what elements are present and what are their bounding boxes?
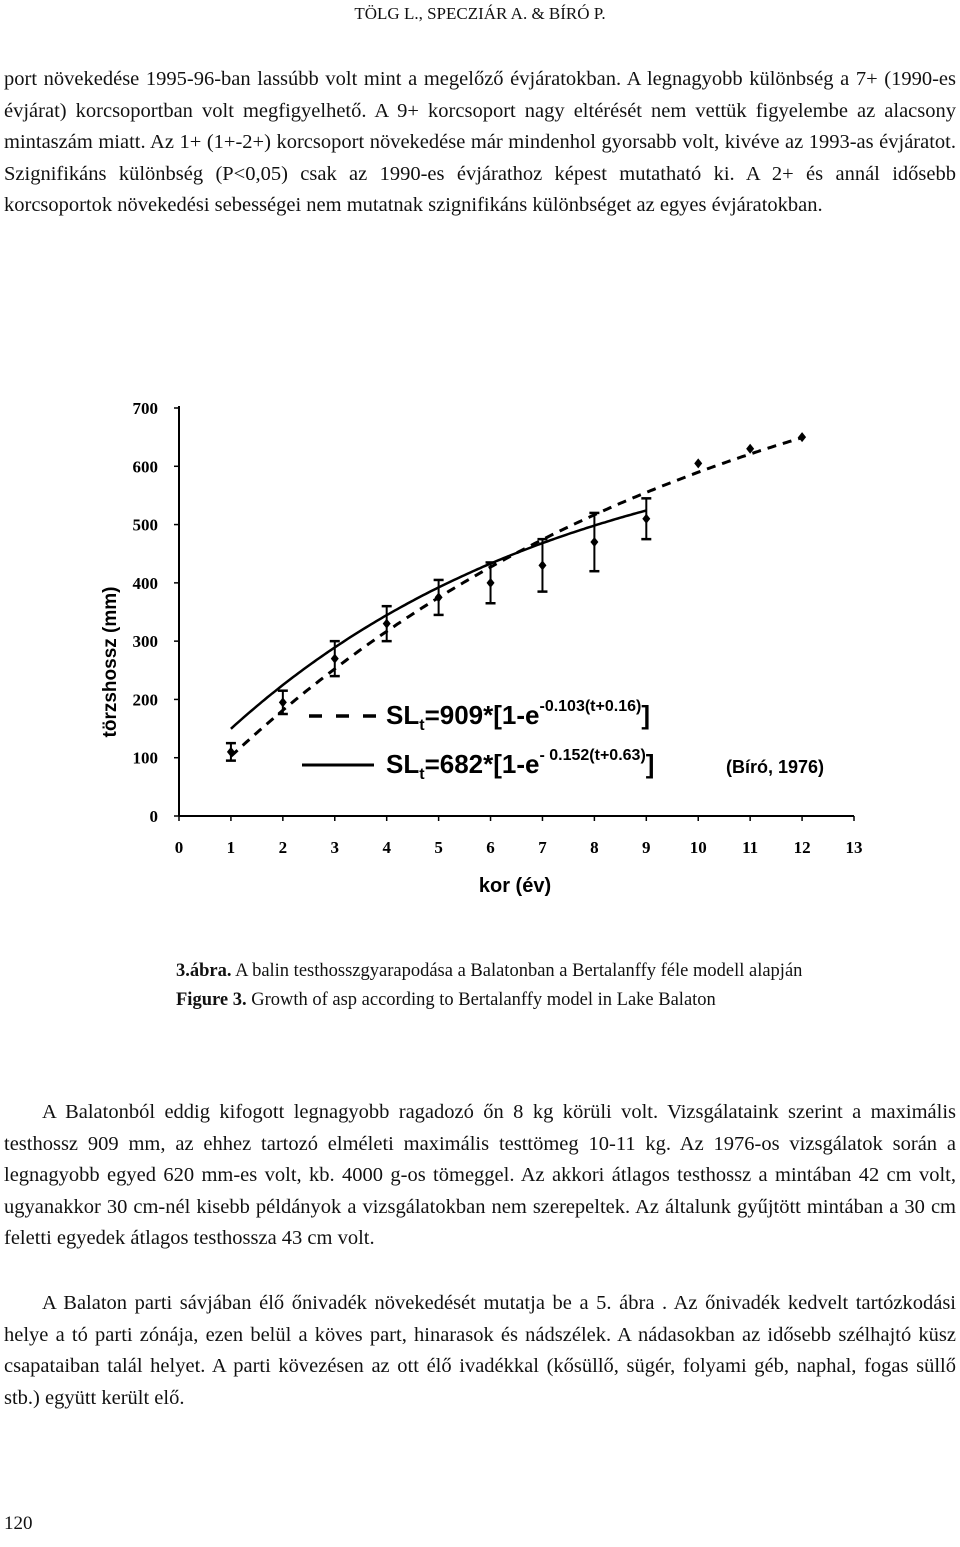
data-point [331, 654, 339, 664]
legend-subscript: t [419, 766, 425, 783]
caption-en-text: Growth of asp according to Bertalanffy model in Lake Balaton [246, 990, 716, 1010]
x-tick-label: 1 [226, 838, 236, 857]
y-tick-label: 300 [132, 632, 158, 652]
x-tick-label: 0 [174, 838, 184, 857]
caption-en-label: Figure 3. [176, 990, 247, 1010]
chart-svg [88, 392, 878, 912]
y-tick-labels [133, 399, 159, 826]
caption-english [176, 986, 802, 1015]
x-tick-label: 7 [538, 838, 547, 857]
data-point [798, 432, 806, 442]
x-tick-label: 13 [845, 838, 863, 857]
y-tick-label: 600 [132, 457, 158, 477]
y-tick-label: 700 [132, 399, 158, 418]
y-tick-label: 500 [132, 515, 158, 535]
x-tick-label: 4 [382, 838, 391, 857]
x-axis-label: kor (év) [478, 875, 552, 897]
x-tick-label: 12 [793, 838, 811, 857]
growth-chart [88, 392, 878, 912]
y-tick-label: 0 [149, 807, 158, 826]
y-tick-label: 100 [132, 748, 158, 768]
caption-hu-label: 3.ábra. [176, 961, 232, 981]
data-point [383, 619, 391, 629]
x-tick-label: 8 [590, 838, 599, 857]
figure-caption [176, 957, 802, 1015]
y-axis-label: törzshossz (mm) [100, 586, 121, 738]
x-tick-label: 3 [330, 838, 340, 857]
chart-legend [302, 698, 824, 783]
paragraph-3: A Balaton parti sávjában élő őnivadék növekedését mutatja be a 5. ábra . Az őnivadék kedvelt tartózkodási helye a tó parti zónája, ezen belül a köves part, hinarasok és nádszélek. A nádasokban az idősebb szélhajtó küsz csapataiban talál helyet. A parti kövezésen az ott élő ivadékkal (kősüllő, sügér, folyami géb, naphal, fogas süllő stb.) együtt került elő. [4, 1292, 956, 1409]
data-point [642, 514, 650, 524]
paragraph-1: port növekedése 1995-96-ban lassúbb volt mint a megelőző évjáratokban. A legnagyobb különbség a 7+ (1990-es évjárat) korcsoportban volt megfigyelhető. A 9+ korcsoport nagy eltérését nem vettük figyelembe az alacsony mintaszám miatt. Az 1+ (1+-2+) korcsoport növekedése már mindenhol gyorsabb volt, kivéve az 1993-as évjáratot. Szignifikáns különbség (P<0,05) csak az 1990-es évjárathoz képest mutatható ki. A 2+ és annál idősebb korcsoportok növekedési sebességei nem mutatnak szignifikáns különbséget az egyes évjáratokban. [4, 68, 956, 216]
legend-end: ] [645, 749, 655, 779]
y-tick-label: 200 [132, 690, 158, 710]
x-tick-label: 10 [689, 838, 707, 857]
x-tick-label: 6 [486, 838, 495, 857]
x-tick-label: 5 [434, 838, 443, 857]
legend-equation [386, 747, 654, 783]
x-tick-labels [175, 838, 863, 857]
legend-superscript: - 0.152(t+0.63) [539, 747, 646, 764]
legend-equation [386, 698, 650, 734]
solid-model-curve [231, 511, 646, 729]
paragraph-2: A Balatonból eddig kifogott legnagyobb ragadozó őn 8 kg körüli volt. Vizsgálataink szerint a maximális testhossz 909 mm, az ehhez tartozó elméleti maximális testtömeg 10-11 kg. Az 1976-os vizsgálatok során a legnagyobb egyed 620 mm-es volt, kb. 4000 g-os tömeggel. Az akkori átlagos testhossz a mintában 42 cm volt, ugyanakkor 30 cm-nél kisebb példányok a vizsgálatokban nem szerepeltek. Az általunk gyűjtött mintában a 30 cm feletti egyedek átlagos testhossza 43 cm volt. [4, 1101, 956, 1249]
data-point [538, 560, 546, 570]
legend-prefix: SL [386, 700, 420, 730]
data-point [590, 537, 598, 547]
legend-body: =909*[1-e [424, 700, 540, 730]
x-tick-label: 11 [742, 838, 759, 857]
caption-hu-text: A balin testhosszgyarapodása a Balatonban a Bertalanffy féle modell alapján [231, 961, 803, 981]
page-number: 120 [4, 1513, 33, 1534]
legend-citation: (Bíró, 1976) [726, 757, 825, 777]
legend-prefix: SL [386, 749, 420, 779]
legend-body: =682*[1-e [424, 749, 540, 779]
running-head: TÖLG L., SPECZIÁR A. & BÍRÓ P. [354, 4, 606, 23]
legend-superscript: -0.103(t+0.16) [539, 698, 642, 715]
caption-hungarian [176, 957, 802, 986]
data-point [694, 458, 702, 468]
data-point [487, 578, 495, 588]
x-tick-label: 2 [278, 838, 288, 857]
x-tick-label: 9 [642, 838, 651, 857]
data-point [279, 697, 287, 707]
legend-subscript: t [419, 717, 425, 734]
y-tick-label: 400 [132, 573, 158, 593]
legend-end: ] [641, 700, 650, 730]
